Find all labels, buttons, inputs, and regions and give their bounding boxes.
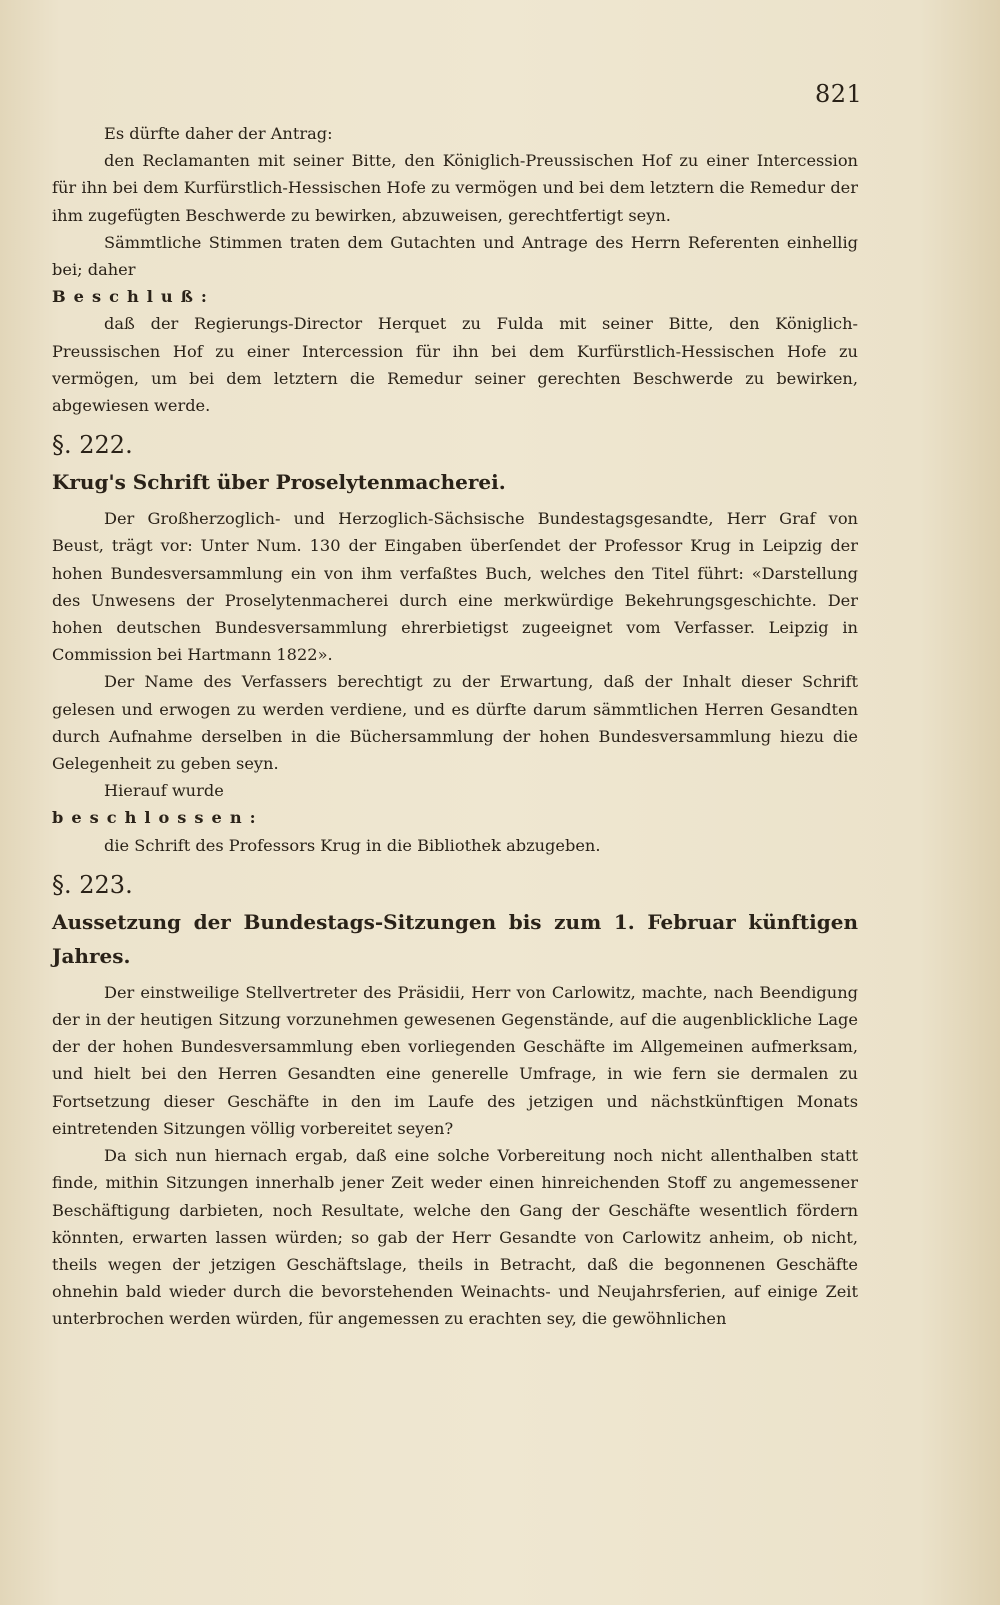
section-222-title: Krug's Schrift über Proselytenmacherei. [52, 470, 506, 495]
section-222-resolution: die Schrift des Professors Krug in die Bibliothek abzugeben. [104, 835, 601, 855]
section-222-number: §. 222. [52, 431, 133, 460]
section-223-paragraph-1: Der einstweilige Stellvertreter des Präsidii, Herr von Carlowitz, machte, nach Beendigung der in der heutigen Sitzung vorzunehmen gewesenen Gegenstände, auf die augenblickliche Lage der der hohen Bundesversammlung eben vorliegenden Geschäfte im Allgemeinen aufmerksam, und hielt bei den Herren Gesandten eine generelle Umfrage, in wie fern sie dermalen zu Fortsetzung dieser Geschäfte in den im Laufe des jetzigen und nächstkünftigen Monats eintretenden Sitzungen völlig vorbereitet seyen? [52, 982, 858, 1138]
section-222-paragraph-3: Hierauf wurde [104, 781, 224, 801]
page-number: 821 [815, 80, 863, 108]
section-222-paragraph-2: Der Name des Verfassers berechtigt zu der Erwartung, daß der Inhalt dieser Schrift gelesen und erwogen zu werden verdiene, und es dürfte darum sämmtlichen Herren Gesandten durch Aufnahme derselben in die Büchersammlung der hohen Bundesversammlung hiezu die Gelegenheit zu geben seyn. [52, 672, 858, 774]
section-222-resolution-heading: beschlossen: [52, 808, 264, 828]
page-body [52, 120, 858, 1333]
resolution-text: daß der Regierungs-Director Herquet zu Fulda mit seiner Bitte, den Königlich-Preussischen Hof zu einer Intercession für ihn bei dem Kurfürstlich-Hessischen Hofe zu vermögen, um bei dem letztern die Remedur seiner gerechten Beschwerde zu bewirken, abgewiesen werde. [52, 314, 858, 416]
section-223-number: §. 223. [52, 870, 133, 899]
votes-paragraph: Sämmtliche Stimmen traten dem Gutachten und Antrage des Herrn Referenten einhellig bei; daher [52, 232, 858, 280]
section-223-paragraph-2: Da sich nun hiernach ergab, daß eine solche Vorbereitung noch nicht allenthalben statt finde, mithin Sitzungen innerhalb jener Zeit weder einen hinreichenden Stoff zu angemessener Beschäftigung darbieten, noch Resultate, welche den Gang der Geschäfte wesentlich fördern könnten, erwarten lassen würden; so gab der Herr Gesandte von Carlowitz anheim, ob nicht, theils wegen der jetzigen Geschäftslage, theils in Betracht, daß die begonnenen Geschäfte ohnehin bald wieder durch die bevorstehenden Weinachts- und Neujahrsferien, auf einige Zeit unterbrochen werden würden, für angemessen zu erachten sey, die gewöhnlichen [52, 1146, 858, 1329]
section-222-paragraph-1: Der Großherzoglich- und Herzoglich-Sächsische Bundestagsgesandte, Herr Graf von Beust, trägt vor: Unter Num. 130 der Eingaben überſendet der Professor Krug in Leipzig der hohen Bundesversammlung ein von ihm verfaßtes Buch, welches den Titel führt: «Darstellung des Unwesens der Proselytenmacherei durch eine merkwürdige Bekehrungsgeschichte. Der hohen deutschen Bundesversammlung ehrerbietigst zugeeignet vom Verfasser. Leipzig in Commission bei Hartmann 1822». [52, 509, 858, 665]
section-223-title: Aussetzung der Bundestags-Sitzungen bis zum 1. Februar künftigen Jahres. [52, 909, 858, 968]
resolution-heading: Beschluß: [52, 287, 215, 307]
motion-intro: Es dürfte daher der Antrag: [104, 124, 333, 143]
motion-text: den Reclamanten mit seiner Bitte, den Königlich-Preussischen Hof zu einer Intercession für ihn bei dem Kurfürstlich-Hessischen Hofe zu vermögen und bei dem letztern die Remedur der ihm zugefügten Beschwerde zu bewirken, abzuweisen, gerechtfertigt seyn. [52, 151, 858, 225]
